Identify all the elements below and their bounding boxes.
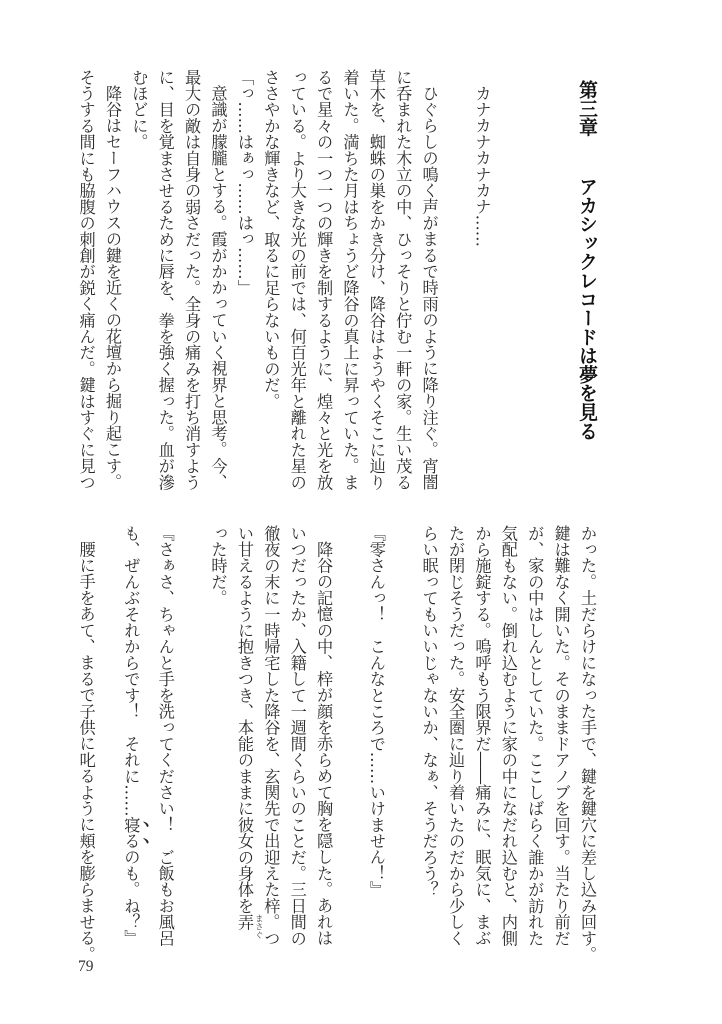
text-segment: のも。ね？』 (121, 848, 141, 947)
page-number: 79 (78, 958, 94, 975)
text-line: るで星々の一つ一つの輝きを制するように、煌々と光を放 (314, 69, 334, 491)
text-line: から施錠する。嗚呼もう限界だ――痛みに、眠気に、まぶ (472, 525, 492, 947)
upper-tier (72, 69, 600, 491)
text-line: っている。より大きな光の前では、何百光年と離れた星の (287, 69, 307, 491)
text-line: らい眠ってもいいじゃないか、なぁ、そうだろう？ (419, 525, 439, 898)
blank-line (494, 69, 520, 491)
text-line: 降谷はセーフハウスの鍵を近くの花壇から掘り起こす。 (102, 85, 122, 491)
text-line: 降谷の記憶の中、梓が顔を赤らめて胸を隠した。あれは (314, 541, 334, 947)
text-line: 着いた。満ちた月はちょうど降谷の真上に昇っていた。ま (340, 69, 360, 491)
dialogue-line: 『零さんっ！ こんなところで……いけません！』 (366, 525, 386, 898)
text-line: 最大の敵は自身の弱さだった。全身の痛みを打ち消すよう (182, 69, 202, 491)
ruby-base (234, 913, 265, 940)
text-line: に呑まれた木立の中、ひっそりと佇む一軒の家。生い茂る (393, 69, 413, 491)
dialogue-line: 「っ……はぁっ……はっ……」 (234, 69, 254, 296)
text-line: 気配もない。倒れ込むように家の中になだれ込むと、内側 (498, 525, 518, 947)
text-line: むほどに。 (129, 69, 149, 150)
text-line: かった。土だらけになった手で、鍵を鍵穴に差し込み回す。 (578, 525, 597, 963)
blank-line (547, 69, 573, 491)
text-line: 鍵は難なく開いた。そのままドアノブを回す。当たり前だ (551, 525, 571, 947)
dialogue-line-with-emphasis (121, 525, 151, 947)
chapter-number: 第三章 (576, 80, 598, 137)
ruby-text: まさぐ (254, 914, 265, 940)
blank-line (336, 525, 362, 947)
emphasis-dots-text: 寝る (121, 816, 141, 849)
blank-line (389, 525, 415, 947)
text-line: 意識が朦朧とする。霞がかかっていく視界と思考。今、 (208, 85, 228, 491)
text-line: ひぐらしの鳴く声がまるで時雨のように降り注ぐ。宵闇 (419, 85, 439, 491)
dialogue-line: 『さぁさ、ちゃんと手を洗ってください！ ご飯もお風呂 (155, 525, 175, 947)
blank-line (178, 525, 204, 947)
text-line: 徹夜の末に一時帰宅した降谷を、玄関先で出迎えた梓。つ (261, 525, 281, 947)
text-line: った時だ。 (208, 525, 228, 606)
chapter-heading (574, 69, 600, 491)
text-line: そうする間にも脇腹の刺創が鋭く痛んだ。鍵はすぐに見つ (76, 69, 96, 491)
text-segment: い甘えるように抱きつき、本能のままに彼女の身体を (234, 525, 254, 914)
text-line: が、家の中はしんとしていた。ここしばらく誰かが訪れた (525, 525, 545, 947)
text-line: に、目を覚まさせるために唇を、拳を強く握った。血が滲 (155, 69, 175, 491)
text-line: 腰に手をあて、まるで子供に叱るように頬を膨らませる。 (76, 541, 96, 963)
text-line-with-ruby (231, 525, 265, 947)
blank-line (442, 69, 468, 491)
lower-tier (72, 525, 600, 963)
ruby-base-text: 弄 (234, 913, 254, 931)
text-line: たが閉じそうだった。安全圏に辿り着いたのだから少しく (446, 525, 466, 947)
text-line: カナカナカナカナ…… (472, 85, 492, 248)
text-line: ささやかな輝きなど、取るに足らないものだ。 (261, 69, 281, 410)
text-segment: も、ぜんぶそれからです！ それに…… (121, 525, 141, 817)
text-line: 草木を、蜘蛛の巣をかき分け、降谷はようやくそこに辿り (366, 69, 386, 491)
blank-line (521, 69, 547, 491)
text-line: いつだったか、入籍して一週間くらいのことだ。三日間の (287, 525, 307, 947)
chapter-title: アカシックレコードは夢を見る (576, 177, 598, 441)
